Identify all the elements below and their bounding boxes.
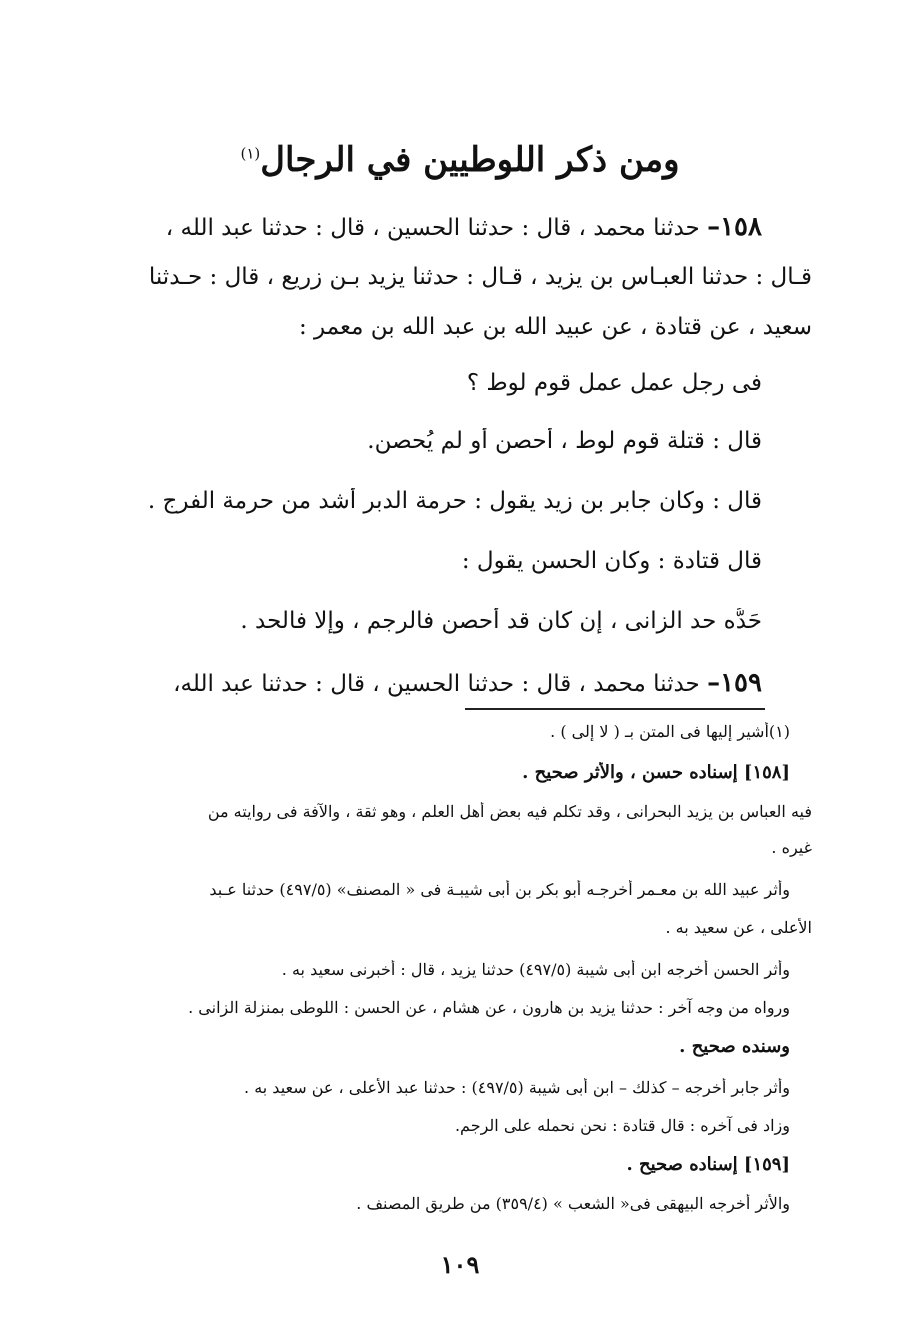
hadith-158-line-2: قـال : حدثنا العبـاس بن يزيد ، قـال : حدثنا يزيد بـن زريع ، قال : حـدثنا <box>148 264 812 290</box>
hadith-158-number: ١٥٨– <box>707 212 762 242</box>
footnote-separator <box>465 708 765 710</box>
hadith-158-line-1 <box>110 212 762 242</box>
hadith-158-line-3: سعيد ، عن قتادة ، عن عبيد الله بن عبد الله بن معمر : <box>298 314 812 340</box>
hadith-158-line-4: فى رجل عمل عمل قوم لوط ؟ <box>466 370 762 396</box>
footnote-158-line-d: الأعلى ، عن سعيد به . <box>665 918 812 937</box>
footnote-1: (١)أشير إليها فى المتن بـ ( لا إلى ) . <box>550 722 790 741</box>
page-number: ١٠٩ <box>440 1250 480 1279</box>
footnote-158-line-i: وزاد فى آخره : قال قتادة : نحن نحمله على الرجم. <box>454 1116 790 1135</box>
footnote-158-line-g: وسنده صحيح . <box>679 1036 790 1057</box>
hadith-158-line-5: قال : قتلة قوم لوط ، أُحصن أو لم يُحصن. <box>367 428 762 454</box>
footnote-159-heading: [١٥٩] إسناده صحيح . <box>626 1154 790 1175</box>
footnote-159-line-a: والأثر أخرجه البيهقى فى« الشعب » (٣٥٩/٤) من طريق المصنف . <box>356 1194 790 1213</box>
hadith-159-text-1: حدثنا محمد ، قال : حدثنا الحسين ، قال : حدثنا عبد الله، <box>173 671 700 697</box>
hadith-159-line-1 <box>110 668 762 698</box>
hadith-158-line-6: قال : وكان جابر بن زيد يقول : حرمة الدبر أشد من حرمة الفرج . <box>147 488 762 514</box>
title-footnote-marker: (١) <box>240 144 261 163</box>
hadith-158-text-1: حدثنا محمد ، قال : حدثنا الحسين ، قال : حدثنا عبد الله ، <box>165 215 700 241</box>
chapter-title <box>0 140 920 180</box>
footnote-158-line-c: وأثر عبيد الله بن معـمر أخرجـه أبو بكر بن أبى شيبـة فى « المصنف» (٤٩٧/٥) حدثنا عـبد <box>209 880 790 899</box>
hadith-158-line-7: قال قتادة : وكان الحسن يقول : <box>461 548 762 574</box>
chapter-title-text: ومن ذكر اللوطيين في الرجال <box>260 140 680 180</box>
footnote-158-line-a: فيه العباس بن يزيد البحرانى ، وقد تكلم فيه بعض أهل العلم ، وهو ثقة ، والآفة فى روايته من <box>207 802 812 821</box>
footnote-158-line-f: ورواه من وجه آخر : حدثنا يزيد بن هارون ، عن هشام ، عن الحسن : اللوطى بمنزلة الزانى . <box>188 998 790 1017</box>
footnote-158-line-h: وأثر جابر أخرجه – كذلك – ابن أبى شيبة (٤٩٧/٥) : حدثنا عبد الأعلى ، عن سعيد به . <box>244 1078 790 1097</box>
footnote-158-heading: [١٥٨] إسناده حسن ، والأثر صحيح . <box>522 762 790 783</box>
hadith-158-line-8: حَدُّه حد الزانى ، إن كان قد أُحصن فالرجم ، وإلا فالحد . <box>240 608 762 634</box>
footnote-158-line-e: وأثر الحسن أخرجه ابن أبى شيبة (٤٩٧/٥) حدثنا يزيد ، قال : أخبرنى سعيد به . <box>281 960 790 979</box>
hadith-159-number: ١٥٩– <box>707 668 762 698</box>
footnote-158-line-b: غيره . <box>771 838 812 857</box>
